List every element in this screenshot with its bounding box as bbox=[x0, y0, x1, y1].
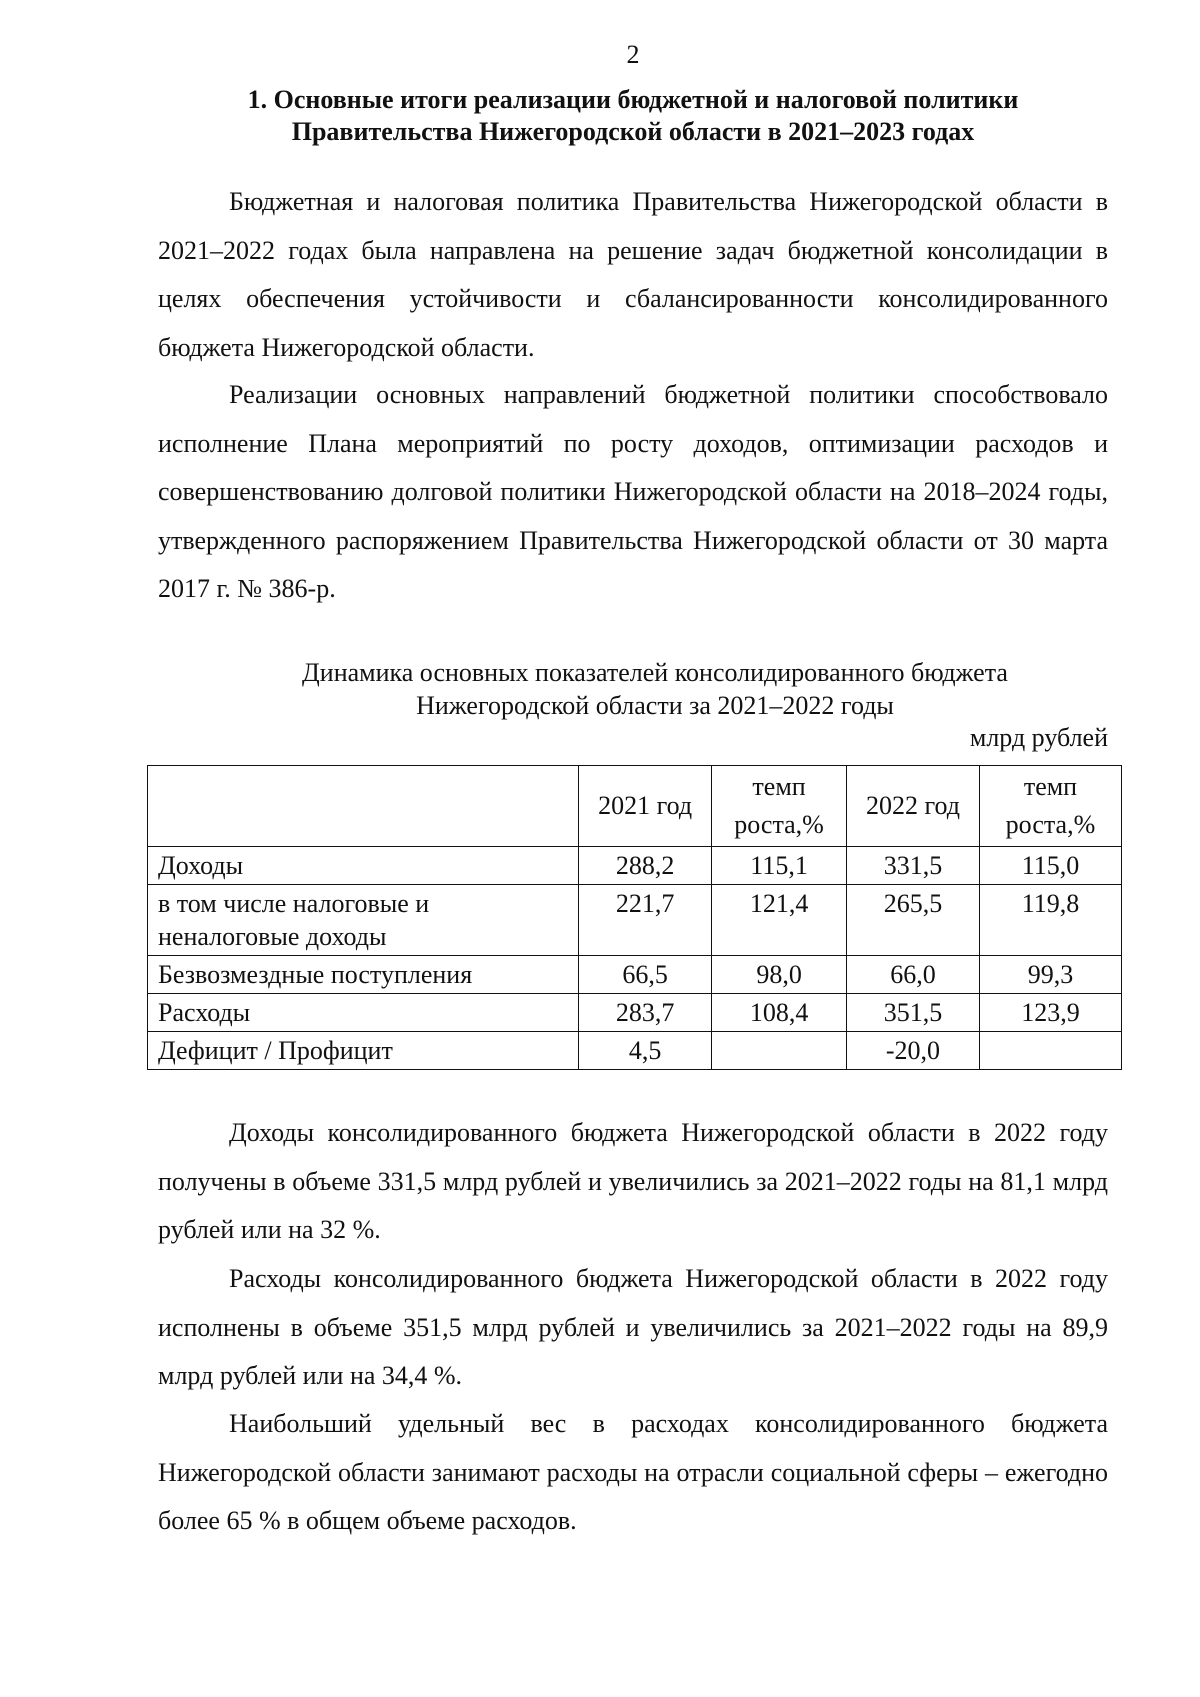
section-heading bbox=[150, 84, 1116, 148]
growth-2022 bbox=[979, 1032, 1121, 1070]
header-cell-growth-2021: темп роста,% bbox=[712, 766, 847, 847]
value-2021: 4,5 bbox=[579, 1032, 712, 1070]
section-heading-line-1: 1. Основные итоги реализации бюджетной и налоговой политики bbox=[247, 85, 1019, 114]
table-caption-line-1: Динамика основных показателей консолидированного бюджета bbox=[302, 658, 1008, 687]
value-2021: 66,5 bbox=[579, 956, 712, 994]
growth-2021: 115,1 bbox=[712, 847, 847, 885]
value-2021: 288,2 bbox=[579, 847, 712, 885]
table-row bbox=[148, 885, 1122, 956]
value-2022: 331,5 bbox=[847, 847, 980, 885]
table-units: млрд рублей bbox=[969, 723, 1108, 752]
growth-2021: 98,0 bbox=[712, 956, 847, 994]
header-cell-empty bbox=[148, 766, 579, 847]
header-cell-growth-2022: темп роста,% bbox=[979, 766, 1121, 847]
header-cell-2021: 2021 год bbox=[579, 766, 712, 847]
paragraph-expenditures: Расходы консолидированного бюджета Нижегородской области в 2022 году исполнены в объеме 351,5 млрд рублей и увеличились за 2021–2022 годы на 89,9 млрд рублей или на 34,4 %. bbox=[158, 1264, 1108, 1390]
value-2022: -20,0 bbox=[847, 1032, 980, 1070]
growth-2022: 123,9 bbox=[979, 994, 1121, 1032]
row-label: Доходы bbox=[148, 847, 579, 885]
value-2022: 66,0 bbox=[847, 956, 980, 994]
table-row bbox=[148, 847, 1122, 885]
row-label: Дефицит / Профицит bbox=[148, 1032, 579, 1070]
table-row bbox=[148, 994, 1122, 1032]
value-2021: 221,7 bbox=[579, 885, 712, 956]
page-number: 2 bbox=[626, 40, 640, 69]
paragraph-social-share: Наибольший удельный вес в расходах консолидированного бюджета Нижегородской области занимают расходы на отрасли социальной сферы – ежегодно более 65 % в общем объеме расходов. bbox=[158, 1409, 1108, 1535]
table-caption bbox=[270, 656, 1040, 722]
table-row bbox=[148, 1032, 1122, 1070]
row-label: Безвозмездные поступления bbox=[148, 956, 579, 994]
growth-2022: 119,8 bbox=[979, 885, 1121, 956]
value-2022: 265,5 bbox=[847, 885, 980, 956]
paragraph-action-plan: Реализации основных направлений бюджетной политики способствовало исполнение Плана мероприятий по росту доходов, оптимизации расходов и совершенствованию долговой политики Нижегородской области на 2018–2024 годы, утвержденного распоряжением Правительства Нижегородской области от 30 марта 2017 г. № 386-р. bbox=[158, 380, 1108, 603]
value-2021: 283,7 bbox=[579, 994, 712, 1032]
header-cell-2022: 2022 год bbox=[847, 766, 980, 847]
growth-2022: 115,0 bbox=[979, 847, 1121, 885]
growth-2022: 99,3 bbox=[979, 956, 1121, 994]
table-row bbox=[148, 956, 1122, 994]
growth-2021 bbox=[712, 1032, 847, 1070]
section-heading-line-2: Правительства Нижегородской области в 2021–2023 годах bbox=[291, 117, 975, 146]
row-label: Расходы bbox=[148, 994, 579, 1032]
paragraph-budget-policy: Бюджетная и налоговая политика Правительства Нижегородской области в 2021–2022 годах была направлена на решение задач бюджетной консолидации в целях обеспечения устойчивости и сбалансированности консолидированного бюджета Нижегородской области. bbox=[158, 187, 1108, 362]
value-2022: 351,5 bbox=[847, 994, 980, 1032]
budget-indicators-table bbox=[147, 765, 1122, 1070]
table-caption-line-2: Нижегородской области за 2021–2022 годы bbox=[416, 691, 894, 720]
row-label: в том числе налоговые и неналоговые доходы bbox=[148, 885, 579, 956]
table-header-row bbox=[148, 766, 1122, 847]
growth-2021: 108,4 bbox=[712, 994, 847, 1032]
growth-2021: 121,4 bbox=[712, 885, 847, 956]
paragraph-revenues: Доходы консолидированного бюджета Нижегородской области в 2022 году получены в объеме 331,5 млрд рублей и увеличились за 2021–2022 годы на 81,1 млрд рублей или на 32 %. bbox=[158, 1118, 1108, 1244]
